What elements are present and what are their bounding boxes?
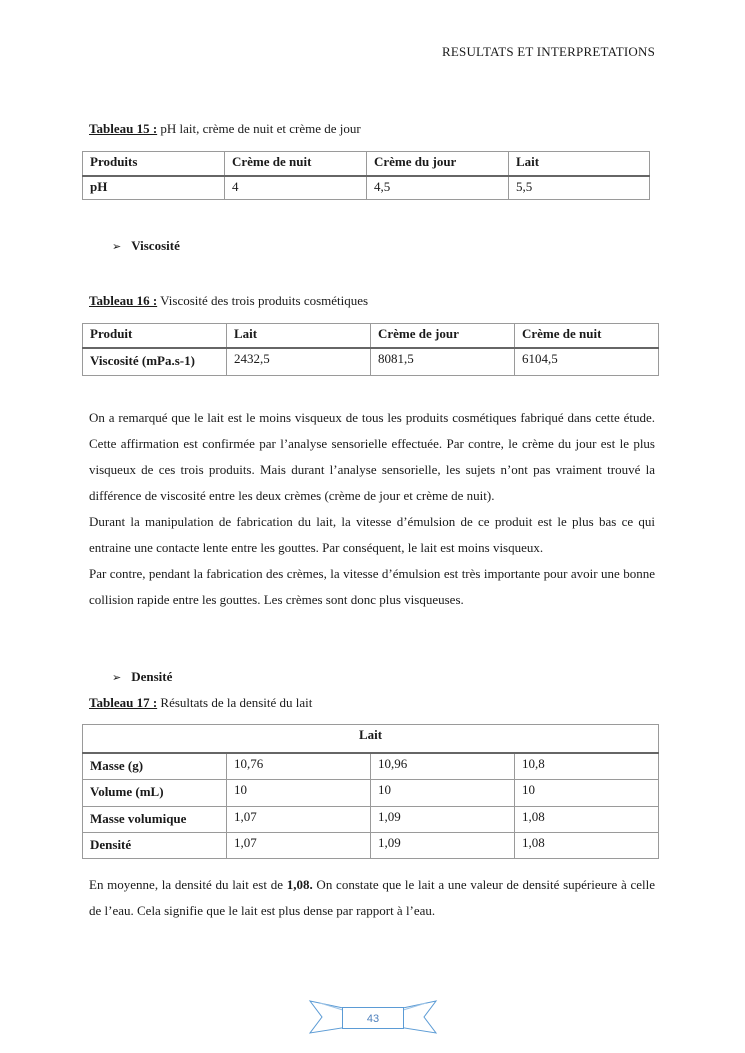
table-cell: Densité [83,833,227,859]
table-cell: Masse volumique [83,807,227,833]
body-text [89,405,655,613]
table-row [83,833,659,859]
table-title-cell: Lait [83,725,659,753]
table-header-cell: Produit [83,324,227,348]
table-cell: pH [83,176,225,200]
table-15-caption [89,121,361,137]
table-cell: Viscosité (mPa.s-1) [83,348,227,376]
paragraph: On a remarqué que le lait est le moins visqueux de tous les produits cosmétiques fabriqué dans cette étude. Cette affirmation est confirmée par l’analyse sensorielle effectuée. Par contre, le crème du jour est le plus visqueux de ces trois produits. Mais durant l’analyse sensorielle, les sujets n’ont pas vraiment trouvé la différence de viscosité entre les deux crèmes (crème de jour et crème de nuit). [89,410,655,503]
table-cell: 10,96 [371,753,515,780]
table-cell: 4,5 [367,176,509,200]
table-16-caption-text: Viscosité des trois produits cosmétiques [157,293,369,308]
table-cell: 8081,5 [371,348,515,376]
table-header-cell: Produits [83,152,225,176]
table-17-caption-text: Résultats de la densité du lait [157,695,313,710]
table-17 [82,724,659,859]
bullet-densite-label: Densité [131,669,173,684]
table-cell: 10 [371,780,515,807]
table-header-cell: Lait [509,152,650,176]
table-cell: 1,09 [371,833,515,859]
conclusion-text-pre: En moyenne, la densité du lait est de [89,877,287,892]
table-15 [82,151,650,200]
page-footer [308,997,438,1037]
arrow-bullet-icon: ➢ [112,671,122,684]
table-row [83,348,659,376]
conclusion-text-post: On constate que le lait a une valeur de densité supérieure à celle de l’eau. Cela signifie que le lait est plus dense par rapport à l’eau. [89,877,655,918]
table-cell: 6104,5 [515,348,659,376]
table-header-cell: Crème de nuit [225,152,367,176]
paragraph [89,872,655,924]
table-16-label: Tableau 16 : [89,293,158,308]
table-cell: 2432,5 [227,348,371,376]
table-cell: 1,09 [371,807,515,833]
table-cell: 1,08 [515,807,659,833]
table-cell: 10,76 [227,753,371,780]
table-16-caption [89,293,368,309]
arrow-bullet-icon: ➢ [112,240,122,253]
table-row [83,176,650,200]
table-15-caption-text: pH lait, crème de nuit et crème de jour [157,121,361,136]
table-row [83,807,659,833]
table-cell: Masse (g) [83,753,227,780]
table-16 [82,323,659,376]
bullet-densite [112,669,172,685]
table-header-cell: Crème de jour [371,324,515,348]
table-cell: 5,5 [509,176,650,200]
table-row [83,753,659,780]
table-row [83,725,659,753]
table-header-cell: Crème du jour [367,152,509,176]
running-header: RESULTATS ET INTERPRETATIONS [442,44,655,59]
conclusion-paragraph [89,872,655,924]
table-17-caption [89,695,312,711]
conclusion-value: 1,08. [286,877,313,892]
table-row [83,152,650,176]
paragraph: Par contre, pendant la fabrication des crèmes, la vitesse d’émulsion est très importante pour avoir une bonne collision rapide entre les gouttes. Les crèmes sont donc plus visqueuses. [89,566,655,607]
table-cell: 10 [515,780,659,807]
table-cell: 10 [227,780,371,807]
bullet-viscosite [112,238,180,254]
page-number: 43 [342,1007,404,1029]
table-cell: 1,08 [515,833,659,859]
table-cell: 1,07 [227,833,371,859]
bullet-viscosite-label: Viscosité [131,238,180,253]
table-cell: 10,8 [515,753,659,780]
table-header-cell: Crème de nuit [515,324,659,348]
paragraph: Durant la manipulation de fabrication du lait, la vitesse d’émulsion de ce produit est le plus bas ce qui entraine une contacte lente entre les gouttes. Par conséquent, le lait est moins visqueux. [89,514,655,555]
table-cell: 4 [225,176,367,200]
table-cell: 1,07 [227,807,371,833]
table-17-label: Tableau 17 : [89,695,158,710]
table-15-label: Tableau 15 : [89,121,158,136]
table-header-cell: Lait [227,324,371,348]
table-cell: Volume (mL) [83,780,227,807]
table-row [83,780,659,807]
table-row [83,324,659,348]
